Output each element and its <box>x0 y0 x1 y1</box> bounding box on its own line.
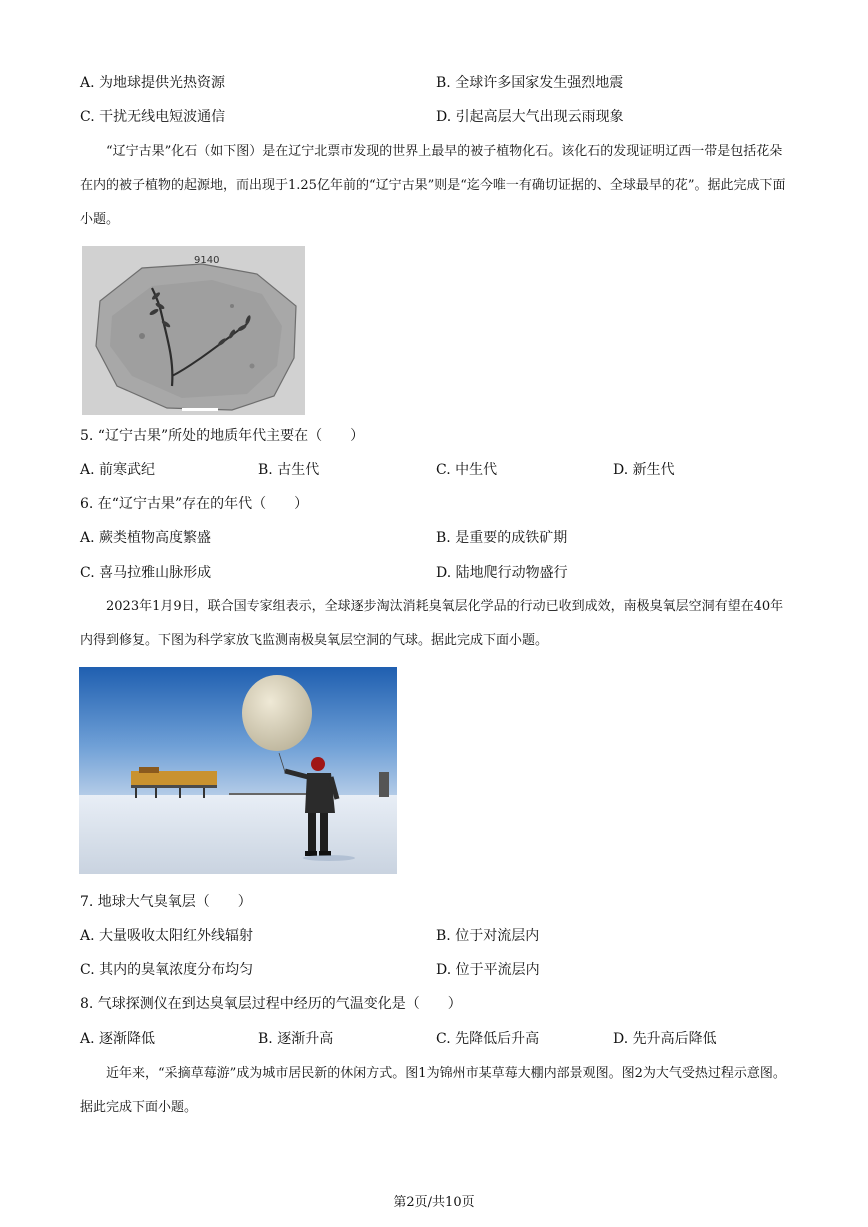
q4-option-b: B. 全球许多国家发生强烈地震 <box>436 75 624 91</box>
passage-strawberry-text: 近年来，“采摘草莓游”成为城市居民新的休闲方式。图1为锦州市某草莓大棚内部景观图。图2为大气受热过程示意图。据此完成下面小题。 <box>80 1066 786 1115</box>
q8-option-c: C. 先降低后升高 <box>436 1031 540 1047</box>
fossil-label: 9140 <box>194 255 220 266</box>
q6-stem: 6. 在“辽宁古果”存在的年代（ ） <box>80 496 309 512</box>
q8-option-d: D. 先升高后降低 <box>613 1031 717 1047</box>
q7-option-a: A. 大量吸收太阳红外线辐射 <box>80 928 254 944</box>
q7-option-c: C. 其内的臭氧浓度分布均匀 <box>80 962 254 978</box>
passage-fossil-text: “辽宁古果”化石（如下图）是在辽宁北票市发现的世界上最早的被子植物化石。该化石的发现证明辽西一带是包括花朵在内的被子植物的起源地，而出现于1.25亿年前的“辽宁古果”则是“迄今唯一有确切证据的、全球最早的花”。据此完成下面小题。 <box>80 144 786 227</box>
q8-option-b: B. 逐渐升高 <box>258 1031 334 1047</box>
q6-option-a: A. 蕨类植物高度繁盛 <box>80 530 212 546</box>
q5-option-d: D. 新生代 <box>613 462 675 478</box>
q6-option-d: D. 陆地爬行动物盛行 <box>436 565 568 581</box>
q5-option-a: A. 前寒武纪 <box>80 462 156 478</box>
passage-ozone <box>80 590 790 658</box>
page-footer: 第2页/共10页 <box>393 1195 475 1210</box>
balloon-image <box>79 667 397 874</box>
balloon-photo <box>79 667 397 874</box>
q4-option-a: A. 为地球提供光热资源 <box>80 75 226 91</box>
q7-option-d: D. 位于平流层内 <box>436 962 540 978</box>
q8-stem: 8. 气球探测仪在到达臭氧层过程中经历的气温变化是（ ） <box>80 996 462 1012</box>
q5-option-b: B. 古生代 <box>258 462 320 478</box>
q5-option-c: C. 中生代 <box>436 462 498 478</box>
q5-stem: 5. “辽宁古果”所处的地质年代主要在（ ） <box>80 428 365 444</box>
passage-fossil <box>80 135 790 237</box>
q8-option-a: A. 逐渐降低 <box>80 1031 156 1047</box>
q7-stem: 7. 地球大气臭氧层（ ） <box>80 894 252 910</box>
fossil-image <box>82 246 305 415</box>
q4-option-d: D. 引起高层大气出现云雨现象 <box>436 109 624 125</box>
q6-option-b: B. 是重要的成铁矿期 <box>436 530 568 546</box>
fossil-photo <box>82 246 305 415</box>
q6-option-c: C. 喜马拉雅山脉形成 <box>80 565 212 581</box>
passage-strawberry <box>80 1057 790 1125</box>
q7-option-b: B. 位于对流层内 <box>436 928 540 944</box>
q4-option-c: C. 干扰无线电短波通信 <box>80 109 226 125</box>
passage-ozone-text: 2023年1月9日，联合国专家组表示，全球逐步淘汰消耗臭氧层化学品的行动已收到成效，南极臭氧层空洞有望在40年内得到修复。下图为科学家放飞监测南极臭氧层空洞的气球。据此完成下面小题。 <box>80 599 784 648</box>
